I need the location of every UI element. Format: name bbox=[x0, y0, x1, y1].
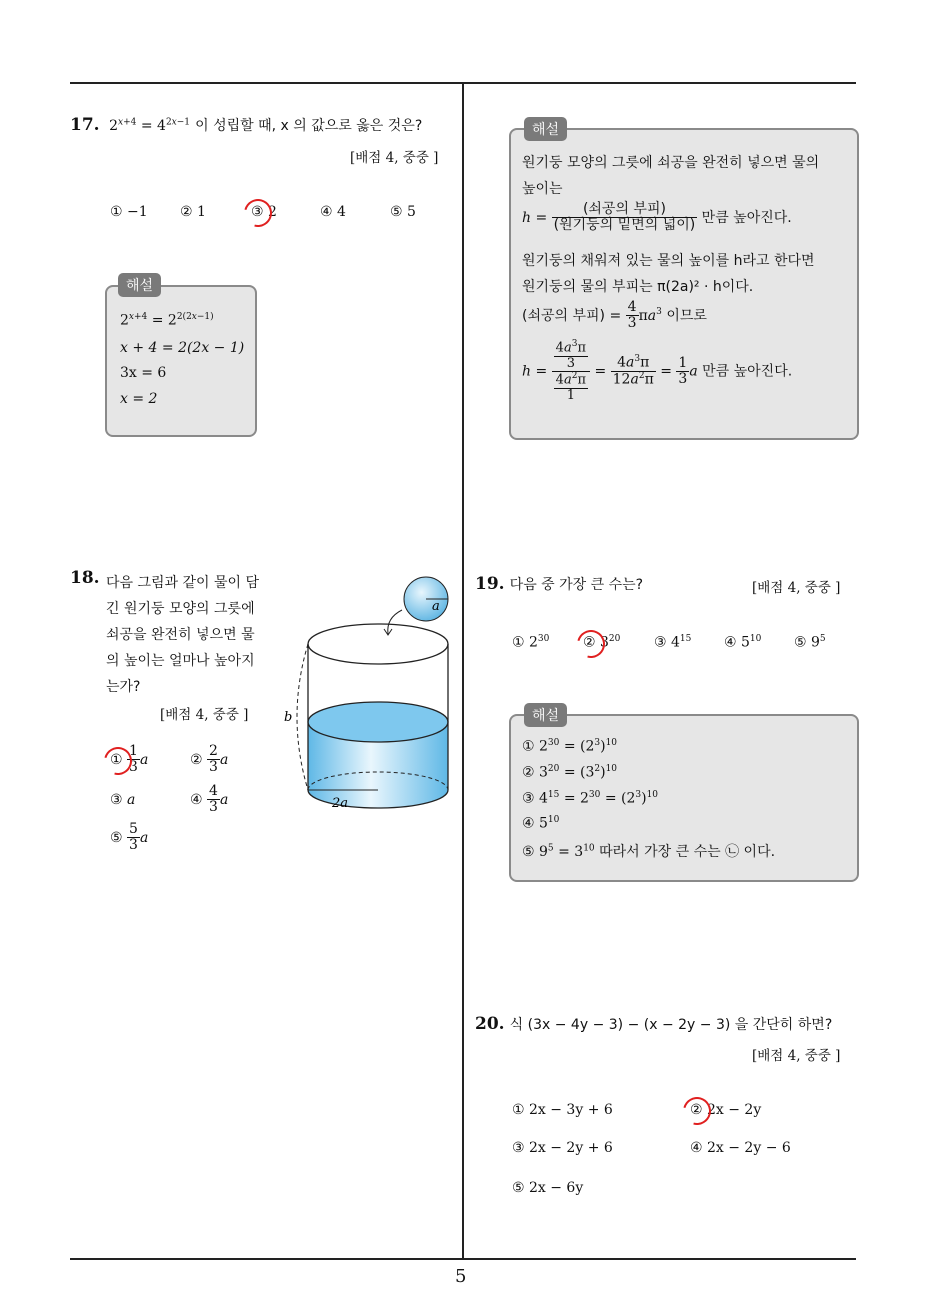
answer-mark bbox=[572, 625, 610, 663]
choice-5[interactable]: ⑤ $\frac{5}{3}$ a bbox=[110, 821, 149, 854]
cylinder-figure bbox=[280, 572, 460, 832]
text-line: 다음 그림과 같이 물이 담 bbox=[106, 575, 260, 591]
choice-2[interactable]: ② $3^{20}$ bbox=[583, 634, 621, 651]
question-text: 이 성립할 때, x 의 값으로 옳은 것은? bbox=[195, 118, 423, 134]
choice-3[interactable]: ③ 2x − 2y + 6 bbox=[512, 1140, 613, 1156]
question-text bbox=[106, 570, 259, 700]
solution-tag: 해설 bbox=[524, 117, 567, 141]
height-label: b bbox=[284, 710, 293, 725]
question-20 bbox=[475, 1014, 832, 1034]
solution-tag: 해설 bbox=[524, 703, 567, 727]
choice-4[interactable]: ④ $\frac{4}{3}$ a bbox=[190, 783, 229, 816]
choice-1[interactable]: ① 2x − 3y + 6 bbox=[512, 1102, 613, 1118]
question-18 bbox=[70, 568, 100, 588]
question-number: 19. bbox=[475, 574, 505, 594]
question-equation: $2^{x+4} = 4^{2x-1}$ bbox=[104, 117, 191, 134]
solution-line: 원기둥 모양의 그릇에 쇠공을 완전히 넣으면 물의 bbox=[522, 155, 820, 171]
question-number: 18. bbox=[70, 568, 100, 588]
question-number: 20. bbox=[475, 1014, 505, 1034]
choice-3[interactable]: ③ $4^{15}$ bbox=[654, 634, 692, 651]
fraction-numerator: (쇠공의 부피) bbox=[552, 202, 698, 218]
solution-line: ④ $5^{10}$ bbox=[522, 815, 560, 832]
bottom-rule bbox=[70, 1258, 856, 1260]
choice-4[interactable]: ④ 2x − 2y − 6 bbox=[690, 1140, 791, 1156]
question-text: 식 (3x − 4y − 3) − (x − 2y − 3) 을 간단히 하면? bbox=[509, 1017, 833, 1033]
question-number: 17. bbox=[70, 115, 100, 135]
solution-line: x + 4 = 2(2x − 1) bbox=[120, 340, 245, 356]
text-line: 긴 원기둥 모양의 그릇에 bbox=[106, 601, 255, 617]
choice-4[interactable]: ④ $5^{10}$ bbox=[724, 634, 762, 651]
solution-line: 높이는 bbox=[522, 181, 563, 197]
choice-5[interactable]: ⑤ 5 bbox=[390, 204, 416, 220]
solution-text: (쇠공의 부피) = bbox=[522, 307, 622, 324]
solution-text: 만큼 높아진다. bbox=[702, 363, 793, 380]
solution-tag: 해설 bbox=[118, 273, 161, 297]
text-line: 는가? bbox=[106, 679, 141, 695]
answer-mark bbox=[239, 194, 277, 232]
choice-1[interactable]: ① $2^{30}$ bbox=[512, 634, 550, 651]
radius-label: a bbox=[432, 599, 440, 614]
solution-line: 원기둥의 채워져 있는 물의 높이를 h라고 한다면 bbox=[522, 253, 815, 269]
solution-line: x = 2 bbox=[120, 391, 158, 407]
solution-text: 만큼 높아진다. bbox=[701, 209, 792, 226]
choice-2[interactable]: ② 2x − 2y bbox=[690, 1102, 762, 1118]
solution-line: 원기둥의 물의 부피는 π(2a)² · h이다. bbox=[522, 279, 754, 295]
solution-line: (쇠공의 부피) = $\frac{4}{3}$ $\pi a^3$ 이므로 bbox=[522, 299, 707, 332]
choice-4[interactable]: ④ 4 bbox=[320, 204, 346, 220]
solution-line: h = $\frac{\text{(쇠공의 부피)}}{\text{(원기둥의 밑면의 넓이)}}$ 만큼 높아진다. bbox=[522, 201, 792, 234]
text-line: 쇠공을 완전히 넣으면 물 bbox=[106, 627, 255, 643]
score-label: [배점 4, 중중 ] bbox=[752, 580, 841, 596]
solution-line: ⑤ $9^5 = 3^{10}$ 따라서 가장 큰 수는 ㉡ 이다. bbox=[522, 843, 776, 860]
fraction-denominator: (원기둥의 밑면의 넓이) bbox=[553, 217, 696, 234]
choice-1[interactable]: ① −1 bbox=[110, 204, 148, 220]
column-divider bbox=[462, 82, 464, 1260]
solution-line: 3x = 6 bbox=[120, 365, 167, 381]
choice-5[interactable]: ⑤ $9^5$ bbox=[794, 634, 826, 651]
solution-line: ② $3^{20} = (3^2)^{10}$ bbox=[522, 764, 618, 781]
solution-text: 따라서 가장 큰 수는 ㉡ 이다. bbox=[599, 844, 776, 860]
text-line: 의 높이는 얼마나 높아지 bbox=[106, 653, 255, 669]
solution-line: ① $2^{30} = (2^3)^{10}$ bbox=[522, 738, 618, 755]
page-number: 5 bbox=[455, 1266, 467, 1287]
answer-mark bbox=[678, 1092, 716, 1130]
score-label: [배점 4, 중중 ] bbox=[160, 707, 249, 723]
question-19 bbox=[475, 574, 643, 594]
base-label: 2a bbox=[332, 796, 349, 811]
solution-line: $2^{x+4} = 2^{2(2x-1)}$ bbox=[120, 312, 214, 329]
choice-5[interactable]: ⑤ 2x − 6y bbox=[512, 1180, 584, 1196]
choice-2[interactable]: ② 1 bbox=[180, 204, 206, 220]
choice-3[interactable]: ③ a bbox=[110, 792, 136, 808]
solution-text: 이므로 bbox=[666, 307, 707, 324]
score-label: [배점 4, 중중 ] bbox=[752, 1048, 841, 1064]
choice-2[interactable]: ② $\frac{2}{3}$ a bbox=[190, 743, 229, 776]
question-17 bbox=[70, 115, 422, 135]
solution-line: h = $\frac{\frac{4a^3\pi}{3}}{\frac{4a^2\pi}{1}}$ = $\frac{4a^3\pi}{12a^2\pi}$ = $\frac{1}{3}$ a 만큼 높아진다. bbox=[522, 339, 793, 403]
question-text: 다음 중 가장 큰 수는? bbox=[509, 577, 644, 593]
score-label: [배점 4, 중중 ] bbox=[350, 150, 439, 166]
solution-line: ③ $4^{15} = 2^{30} = (2^3)^{10}$ bbox=[522, 790, 659, 807]
choice-1[interactable]: ① $\frac{1}{3}$ a bbox=[110, 743, 149, 776]
choice-3[interactable]: ③ 2 bbox=[251, 204, 277, 220]
solution-box-17 bbox=[105, 285, 257, 437]
